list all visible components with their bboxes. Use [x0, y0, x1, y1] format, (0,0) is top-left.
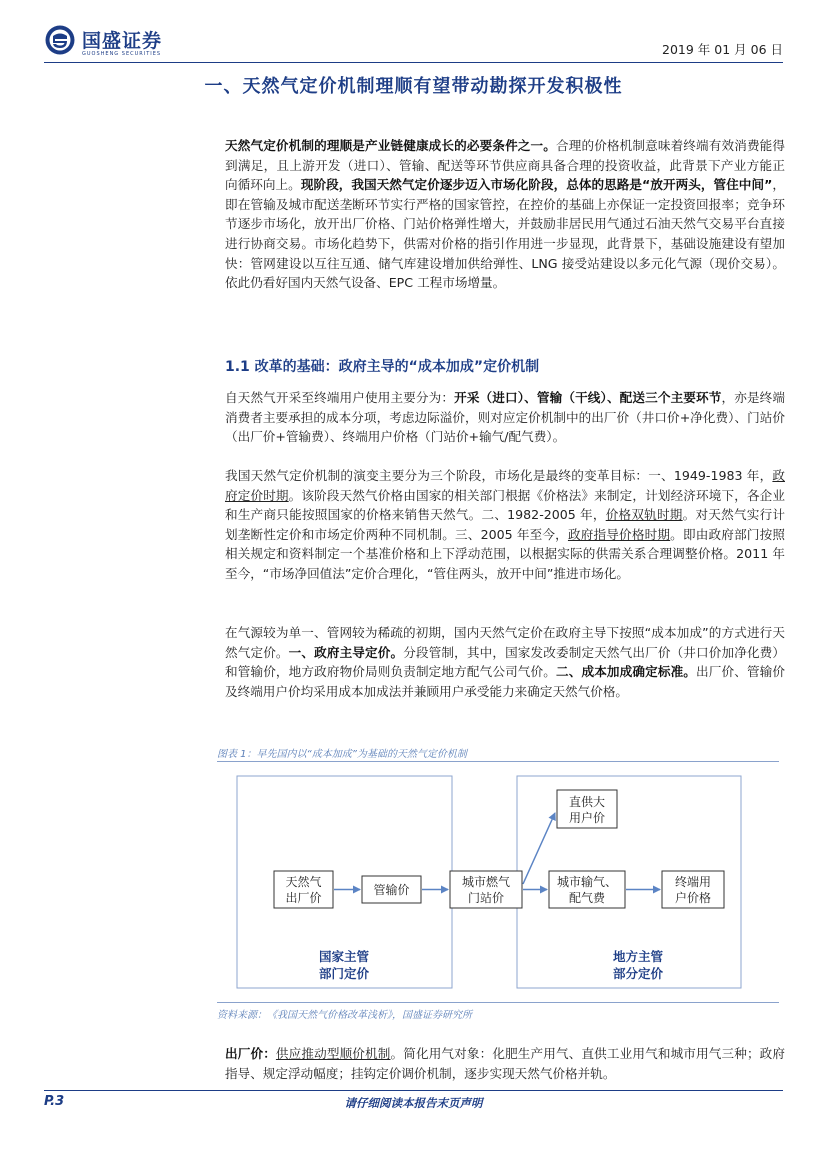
para3-text-3: 出厂价、管输价及终端用户价均采用成本加成法并兼顾用户承受能力来确定天然气价格。 [225, 664, 786, 699]
para2-text-1: 我国天然气定价机制的演变主要分为三个阶段，市场化是最终的变革目标：一、1949-1983 年， [225, 468, 773, 483]
group-national-label-line1: 国家主管 [318, 949, 370, 964]
intro-emphasis-1: 天然气定价机制的理顺是产业链健康成长的必要条件之一。 [225, 138, 556, 153]
para1-text-2: ，亦是终端消费者主要承担的成本分项，考虑边际溢价，则对应定价机制中的出厂价（井口价+净化费）、门站价（出厂价+管输费）、终端用户价格（门站价+输气/配气费）。 [225, 390, 786, 445]
para3-text-2: 分段管制，其中，国家发改委制定天然气出厂价（井口价加净化费）和管输价，地方政府物价局则负责制定地方配气公司气价。 [225, 644, 786, 680]
para3-text-1: 在气源较为单一、管网较为稀疏的初期，国内天然气定价在政府主导下按照“成本加成”的方式进行天然气定价。 [225, 625, 785, 660]
para2-text-3: 。对天然气实行计划垄断性定价和市场定价两种不同机制。三、2005 年至今， [225, 507, 786, 542]
figure-source: 资料来源：《我国天然气价格改革浅析》，国盛证券研究所 [217, 1010, 472, 1021]
para2-text-4: 。即由政府部门按照相关规定和资料制定一个基准价格和上下浮动范围，以根据实际的供需关系合理调整价格。2011 年至今，“市场净回值法”定价合理化，“管住两头，放开中间”推进市场化。 [225, 526, 785, 581]
para2-stage-1: 政府定价时期 [225, 468, 785, 503]
para3-emphasis-2: 二、成本加成确定标准。 [556, 664, 697, 680]
node-direct-user-price [557, 790, 617, 828]
page-number: P.3 [44, 1094, 65, 1109]
brand-name: 国盛证券 [82, 30, 163, 52]
group-national-label-line2: 部门定价 [318, 966, 370, 981]
group-local-label-line2: 部分定价 [612, 966, 664, 981]
node-city-distribution-fee [549, 871, 625, 908]
subsection-title: 1.1 改革的基础：政府主导的“成本加成”定价机制 [225, 359, 540, 375]
node-factory-price-line2: 出厂价 [285, 891, 322, 905]
para1-text-1: 自天然气开采至终端用户使用主要分为： [225, 390, 455, 405]
para1-emphasis: 开采（进口）、管输（干线）、配送三个主要环节 [454, 390, 722, 405]
paragraph-pricing-stages [225, 466, 785, 584]
brand-logo [44, 20, 174, 60]
pricing-mechanism-diagram [217, 766, 779, 998]
para4-text: 。简化用气对象：化肥生产用气、直供工业用气和城市用气三种；政府指导、规定浮动幅度；挂钩定价调价机制，逐步实现天然气价格并轨。 [225, 1046, 786, 1081]
para2-stage-2: 价格双轨时期 [605, 507, 683, 523]
intro-text-2: ，即在管输及城市配送垄断环节实行严格的国家管控，在控价的基础上亦保证一定投资回报率；竞争环节逐步市场化，放开出厂价格、门站价格弹性增大，并鼓励非居民用气通过石油天然气交易平台直接进行协商交易。市场化趋势下，供需对价格的指引作用进一步显现，此背景下，基础设施建设有望加快：管网建设以互往互通、储气库建设增加供给弹性、LNG 接受站建设以多元化气源（现价交易）。依此仍看好国内天然气设备、EPC 工程市场增量。 [225, 177, 786, 291]
node-pipeline-price [362, 876, 421, 903]
node-factory-price-line1: 天然气 [285, 875, 322, 889]
group-local-label-line1: 地方主管 [612, 949, 664, 964]
node-end-user-line2: 户价格 [674, 891, 712, 905]
node-end-user-price [662, 871, 724, 908]
node-end-user-line1: 终端用 [674, 875, 712, 889]
intro-emphasis-2: 现阶段，我国天然气定价逐步迈入市场化阶段，总体的思路是“放开两头，管住中间” [300, 177, 773, 193]
paragraph-factory-price [225, 1044, 785, 1083]
footer-divider [44, 1090, 783, 1091]
header-divider [44, 62, 783, 63]
node-city-distribution-line2: 配气费 [568, 891, 606, 905]
node-pipeline-price-label: 管输价 [373, 883, 410, 897]
guosheng-logo-icon [44, 24, 76, 56]
node-direct-user-line2: 用户价 [568, 811, 606, 825]
node-citygate-price [450, 871, 522, 908]
figure-source-divider [217, 1002, 779, 1003]
node-citygate-price-line2: 门站价 [467, 891, 505, 905]
node-direct-user-line1: 直供大 [568, 795, 606, 809]
para2-stage-3: 政府指导价格时期 [567, 526, 671, 542]
section-title: 一、天然气定价机制理顺有望带动勘探开发积极性 [204, 76, 623, 97]
para2-text-2: 。该阶段天然气价格由国家的相关部门根据《价格法》来制定，计划经济环境下，各企业和生产商只能按照国家的价格来销售天然气。二、1982-2005 年， [225, 487, 786, 523]
report-date: 2019 年 01 月 06 日 [662, 42, 783, 57]
figure-caption-divider [217, 761, 779, 762]
para3-emphasis-1: 一、政府主导定价。 [288, 644, 404, 660]
brand-subtitle: GUOSHENG SECURITIES [82, 51, 162, 57]
intro-paragraph [225, 136, 785, 293]
intro-text-1: 合理的价格机制意味着终端有效消费能得到满足，且上游开发（进口）、管输、配送等环节供应商具备合理的投资收益，此背景下产业方能正向循环向上。 [225, 138, 786, 193]
paragraph-cost-plus [225, 623, 785, 701]
node-factory-price [274, 871, 333, 908]
paragraph-cost-components [225, 388, 785, 447]
node-city-distribution-line1: 城市输气、 [556, 875, 618, 889]
para4-emphasis: 出厂价： [225, 1046, 276, 1061]
figure-caption: 图表 1：早先国内以“成本加成”为基础的天然气定价机制 [217, 749, 467, 760]
para4-mechanism: 供应推动型顺价机制 [275, 1046, 391, 1061]
footer-disclaimer-note: 请仔细阅读本报告末页声明 [344, 1096, 483, 1110]
node-citygate-price-line1: 城市燃气 [461, 875, 511, 889]
